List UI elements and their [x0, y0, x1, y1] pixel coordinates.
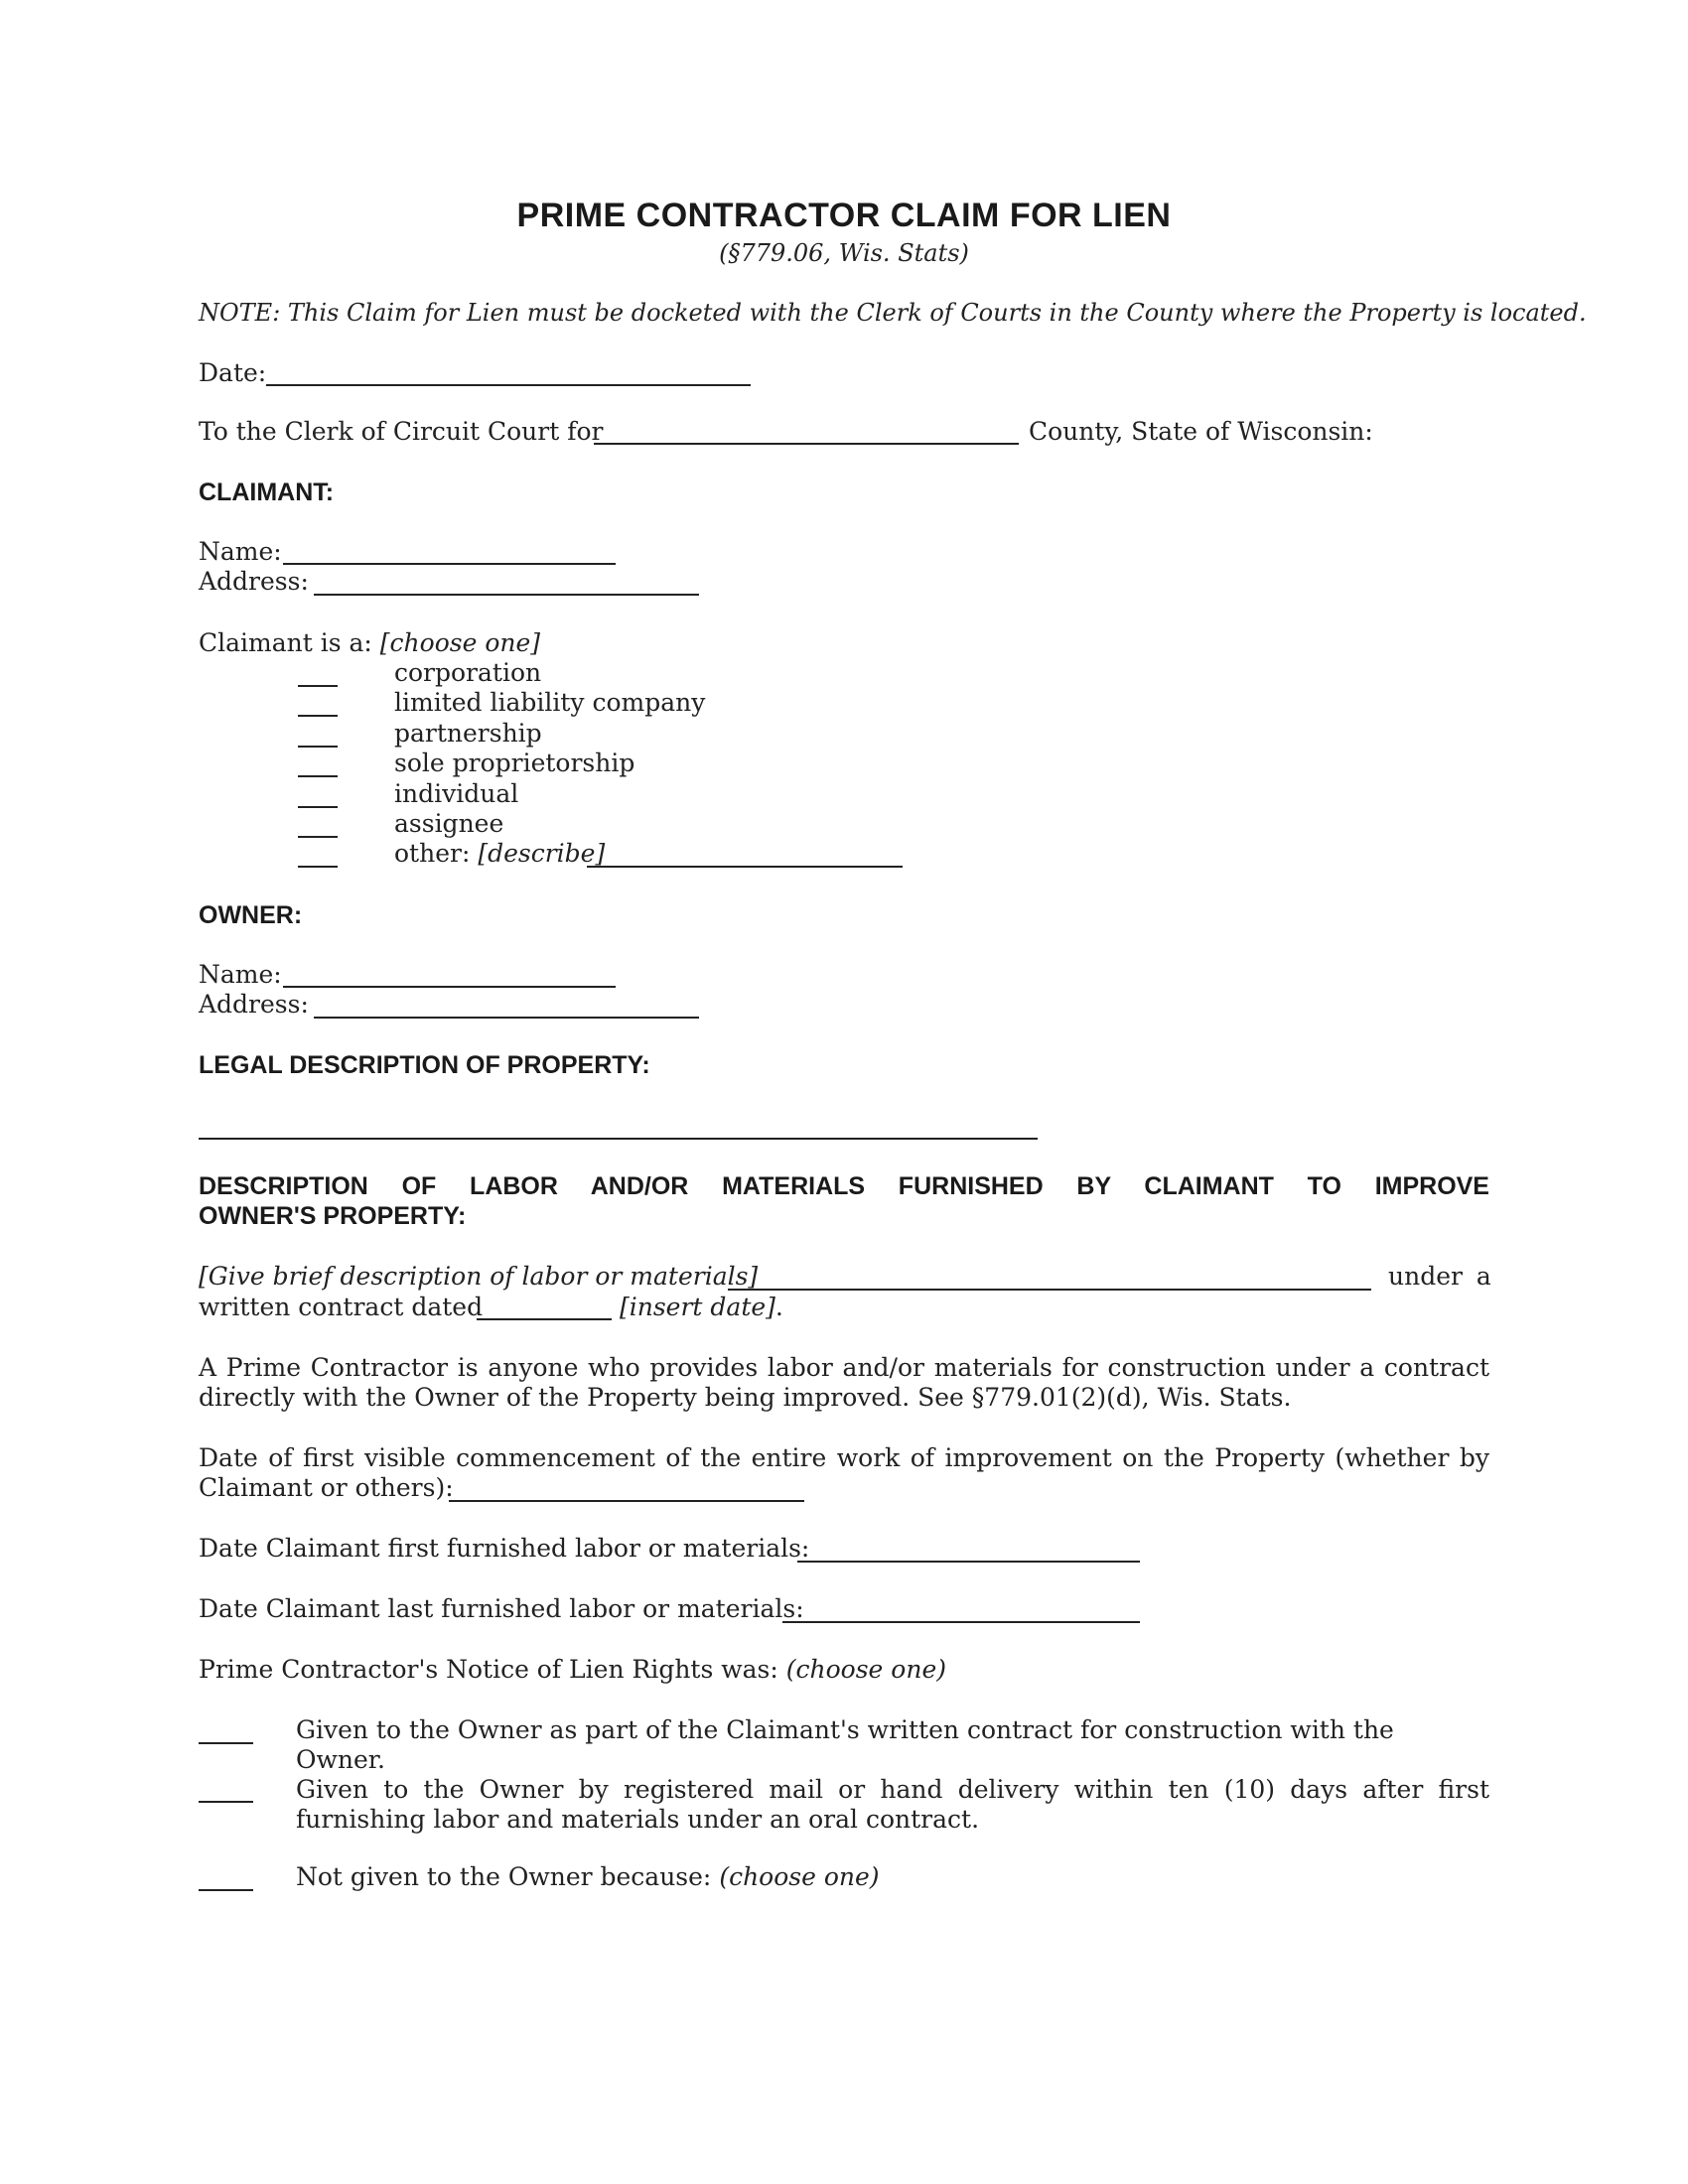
owner-address-label: Address:: [199, 990, 309, 1019]
labor-heading-line2: OWNER'S PROPERTY:: [199, 1202, 467, 1230]
docketing-note: NOTE: This Claim for Lien must be docketed with the Clerk of Courts in the County where the Property is located.: [199, 299, 1587, 327]
legal-description-field[interactable]: [199, 1138, 1038, 1140]
date-row: [199, 358, 266, 388]
document-title: PRIME CONTRACTOR CLAIM FOR LIEN: [516, 197, 1172, 234]
labor-description-field[interactable]: [728, 1289, 1371, 1291]
notice-choice2: Given to the Owner by registered mail or hand delivery within ten (10) days after first furnishing labor and materials under an oral contract.: [296, 1775, 1489, 1834]
first-furnished-field[interactable]: [797, 1561, 1140, 1563]
option-assignee-mark[interactable]: [298, 836, 338, 838]
insert-date-hint: [insert date]: [620, 1293, 775, 1321]
notice-choice1: Given to the Owner as part of the Claimant's written contract for construction with the Owner.: [296, 1715, 1394, 1774]
prime-contractor-definition: A Prime Contractor is anyone who provides labor and/or materials for construction under a contract directly with the Owner of the Property being improved. See §779.01(2)(d), Wis. Stats.: [199, 1353, 1489, 1412]
claimant-address-field[interactable]: [314, 594, 699, 596]
notice-label: Prime Contractor's Notice of Lien Rights was:: [199, 1655, 778, 1684]
option-llc-mark[interactable]: [298, 715, 338, 717]
notice-hint: (choose one): [785, 1655, 946, 1684]
option-partnership: partnership: [394, 719, 542, 748]
option-sole-proprietorship: sole proprietorship: [394, 749, 635, 777]
clerk-suffix: County, State of Wisconsin:: [1029, 417, 1373, 446]
commencement-date-field[interactable]: [449, 1500, 804, 1502]
option-corporation-mark[interactable]: [298, 685, 338, 687]
notice-choice1-mark[interactable]: [199, 1742, 253, 1744]
notice-choice3-label: Not given to the Owner because:: [296, 1862, 712, 1891]
claimant-heading: CLAIMANT:: [199, 478, 335, 506]
claimant-name-field[interactable]: [283, 563, 616, 565]
legal-description-heading: LEGAL DESCRIPTION OF PROPERTY:: [199, 1051, 650, 1079]
contract-date-field[interactable]: [477, 1318, 612, 1320]
contract-date-hint-row: [620, 1293, 783, 1322]
labor-description-hint: [Give brief description of labor or materials]: [199, 1262, 759, 1291]
clerk-prefix: To the Clerk of Circuit Court for: [199, 417, 604, 446]
option-individual: individual: [394, 779, 519, 808]
owner-name-field[interactable]: [283, 986, 616, 988]
option-individual-mark[interactable]: [298, 806, 338, 808]
option-other-label: other:: [394, 839, 471, 868]
option-llc: limited liability company: [394, 688, 706, 717]
contract-prefix: written contract dated: [199, 1293, 484, 1321]
option-sole-proprietorship-mark[interactable]: [298, 775, 338, 777]
owner-heading: OWNER:: [199, 901, 303, 929]
date-field[interactable]: [266, 384, 751, 386]
notice-row: [199, 1655, 946, 1685]
last-furnished-label: Date Claimant last furnished labor or materials:: [199, 1594, 804, 1623]
owner-name-label: Name:: [199, 960, 282, 989]
contract-period: .: [774, 1293, 783, 1321]
under-a-text: under a: [1388, 1262, 1491, 1291]
notice-choice2-mark[interactable]: [199, 1801, 253, 1803]
claimant-address-label: Address:: [199, 567, 309, 596]
claimant-type-row: [199, 628, 540, 658]
commencement-label-line2: Claimant or others):: [199, 1473, 454, 1502]
option-assignee: assignee: [394, 809, 504, 838]
labor-heading-line1: DESCRIPTION OF LABOR AND/OR MATERIALS FURNISHED BY CLAIMANT TO IMPROVE: [199, 1172, 1489, 1200]
option-partnership-mark[interactable]: [298, 746, 338, 748]
statute-reference: (§779.06, Wis. Stats): [719, 239, 969, 267]
first-furnished-label: Date Claimant first furnished labor or materials:: [199, 1534, 810, 1563]
owner-address-field[interactable]: [314, 1017, 699, 1019]
claimant-type-label: Claimant is a:: [199, 628, 372, 657]
option-other-row: [394, 839, 605, 869]
notice-choice3-mark[interactable]: [199, 1889, 253, 1891]
claimant-type-hint: [choose one]: [379, 628, 541, 657]
option-other-hint: [describe]: [478, 839, 606, 868]
claimant-name-label: Name:: [199, 537, 282, 566]
option-other-mark[interactable]: [298, 866, 338, 868]
commencement-label-line1: Date of first visible commencement of the entire work of improvement on the Property (whether by: [199, 1443, 1489, 1472]
notice-choice3-hint: (choose one): [719, 1862, 880, 1891]
notice-choice3-row: [296, 1862, 1489, 1892]
option-corporation: corporation: [394, 658, 542, 687]
date-label: Date:: [199, 358, 267, 387]
option-other-field[interactable]: [587, 866, 903, 868]
last-furnished-field[interactable]: [782, 1621, 1140, 1623]
county-field[interactable]: [594, 443, 1019, 445]
